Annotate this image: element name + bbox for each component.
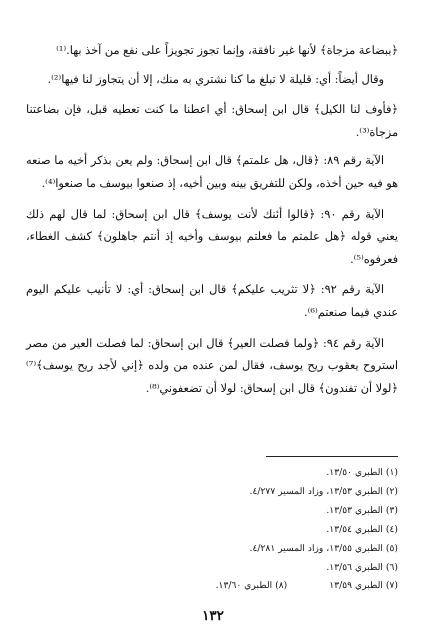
footnote: (٥) الطبري ١٣/٥٥، وزاد المسير ٤/٢٨١. <box>249 542 398 554</box>
paragraph: ﴿ببضاعة مزجاة﴾ لأنها غير نافقة، وإنما تجوز تجويزاً على نفع من آخذ بها.⁽¹⁾ <box>56 44 398 57</box>
main-text <box>26 40 398 408</box>
footnote: (٨) الطبري ١٣/٦٠. <box>215 580 288 592</box>
paragraph: الآية رقم ٨٩: ﴿قال، هل علمتم﴾ قال ابن إسحاق: ولم يعن بذكر أخيه ما صنعه هو فيه حين أخذه، ولكن للتفريق بينه وبين أخيه، إذ صنعوا بيوسف ما صنعوا⁽⁴⁾. <box>26 154 398 190</box>
footnote: (٧) الطبري ١٣/٥٩ <box>329 580 398 592</box>
footnotes <box>40 464 398 596</box>
footnote: (١) الطبري ١٣/٥٠. <box>326 467 398 478</box>
page-number: ١٣٢ <box>202 608 224 624</box>
paragraph: وقال أيضاً: أي: قليلة لا تبلغ ما كنا نشتري به منك، إلا أن يتجاوز لنا فيها⁽²⁾. <box>47 72 384 86</box>
footnote: (٣) الطبري ١٣/٥٣. <box>326 504 398 516</box>
footnote: (٦) الطبري ١٣/٥٦. <box>326 561 398 573</box>
paragraph: الآية رقم ٩٤: ﴿ولما فصلت العير﴾ قال ابن إسحاق: لما فصلت العير من مصر استروح يعقوب ريح يوسف، فقال لمن عنده من ولده ﴿إني لأجد ريح يوسف﴾⁽⁷⁾ ﴿لولا أن تفندون﴾ قال ابن إسحاق: لولا أن تضعفوني⁽⁸⁾. <box>26 336 398 395</box>
paragraph: ﴿فأوف لنا الكيل﴾ قال ابن إسحاق: أي اعطنا ما كنت تعطيه قبل، فإن بضاعتنا مزجاة⁽³⁾. <box>26 103 398 139</box>
footnote-pair <box>40 577 398 596</box>
paragraph: الآية رقم ٩٠: ﴿قالوا أئنك لأنت يوسف﴾ قال ابن إسحاق: لما قال لهم ذلك يعني قوله ﴿هل علمتم ما فعلتم بيوسف وأخيه إذ أنتم جاهلون﴾ كشف الغطاء، فعرفوه⁽⁵⁾. <box>26 207 398 266</box>
footnote: (٤) الطبري ١٣/٥٤. <box>326 523 398 535</box>
footnote-divider <box>266 456 398 457</box>
footnote: (٢) الطبري ١٣/٥٣، وزاد المسير ٤/٢٧٧. <box>249 485 398 497</box>
paragraph: الآية رقم ٩٢: ﴿لا تثريب عليكم﴾ قال ابن إسحاق: أي: لا تأنيب عليكم اليوم عندي فيما صنعتم⁽⁶⁾. <box>26 283 398 319</box>
